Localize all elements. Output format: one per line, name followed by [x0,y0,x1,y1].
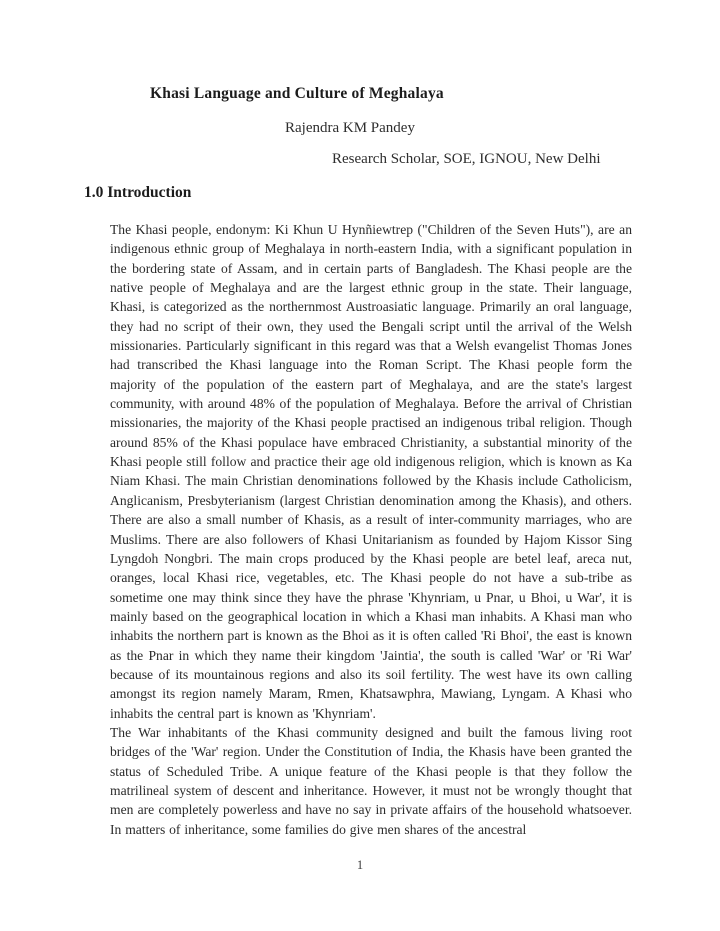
section-heading-introduction: 1.0 Introduction [84,184,192,201]
page-number: 1 [356,858,364,872]
body-paragraph: The Khasi people, endonym: Ki Khun U Hynñiewtrep ("Children of the Seven Huts"), are an indigenous ethnic group of Meghalaya in north-eastern India, with a significant population in the bordering state of Assam, and in certain parts of Bangladesh. The Khasi people are the native people of Meghalaya and are the largest ethnic group in the state. Their language, Khasi, is categorized as the northernmost Austroasiatic language. Primarily an oral language, they had no script of their own, they used the Bengali script until the arrival of the Welsh missionaries. Particularly significant in this regard was that a Welsh evangelist Thomas Jones had transcribed the Khasi language into the Roman Script. The Khasi people form the majority of the population of the eastern part of Meghalaya, and are the state's largest community, with around 48% of the population of Meghalaya. Before the arrival of Christian missionaries, the majority of the Khasi people practised an indigenous tribal religion. Though around 85% of the Khasi populace have embraced Christianity, a substantial minority of the Khasi people still follow and practice their age old indigenous religion, which is known as Ka Niam Khasi. The main Christian denominations followed by the Khasis include Catholicism, Anglicanism, Presbyterianism (largest Christian denomination among the Khasis), and others. There are also a small number of Khasis, as a result of inter-community marriages, who are Muslims. There are also followers of Khasi Unitarianism as founded by Hajom Kissor Sing Lyngdoh Nongbri. The main crops produced by the Khasi people are betel leaf, areca nut, oranges, local Khasi rice, vegetables, etc. The Khasi people do not have a sub-tribe as sometime one may think since they have the phrase 'Khynriam, u Pnar, u Bhoi, u War', it is mainly based on the geographical location in which a Khasi man inhabits. A Khasi man who inhabits the northern part is known as the Bhoi as it is often called 'Ri Bhoi', the east is known as the Pnar in which they name their kingdom 'Jaintia', the south is called 'War' or 'Ri War' because of its mountainous regions and also its soil fertility. The west have its own calling amongst its region namely Maram, Rmen, Khatsawphra, Mawiang, Lyngam. A Khasi who inhabits the central part is known as 'Khynriam'. [110,222,632,721]
document-title: Khasi Language and Culture of Meghalaya [150,85,444,102]
body-text-block [110,220,632,839]
author-name: Rajendra KM Pandey [285,120,415,136]
body-paragraph: The War inhabitants of the Khasi community designed and built the famous living root bridges of the 'War' region. Under the Constitution of India, the Khasis have been granted the status of Scheduled Tribe. A unique feature of the Khasi people is that they follow the matrilineal system of descent and inheritance. However, it must not be wrongly thought that men are completely powerless and have no say in private affairs of the household whatsoever. In matters of inheritance, some families do give men shares of the ancestral [110,724,632,837]
author-affiliation: Research Scholar, SOE, IGNOU, New Delhi [332,151,601,167]
